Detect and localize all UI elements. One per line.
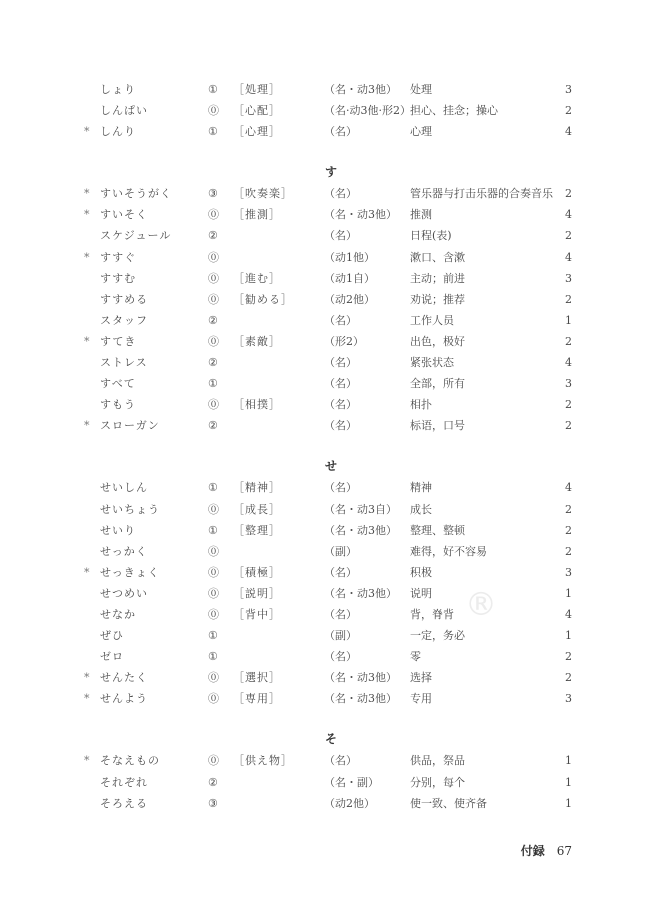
entry-meaning: 零 [410, 650, 421, 664]
entry-accent: ⓪ [208, 271, 219, 285]
entry-reading: せなか [100, 607, 136, 621]
vocab-entry [0, 289, 658, 310]
vocab-entry [0, 268, 658, 289]
entry-pos: （名） [324, 229, 357, 243]
entry-reading: スタッフ [100, 313, 148, 327]
entry-accent: ② [208, 419, 218, 433]
entry-level: 3 [565, 377, 572, 391]
vocab-entry [0, 520, 658, 541]
entry-star: * [84, 692, 90, 706]
entry-reading: せいり [100, 523, 136, 537]
entry-level: 2 [565, 292, 572, 306]
vocab-entry [0, 688, 658, 709]
section-heading: す [325, 165, 338, 180]
entry-reading: せんよう [100, 692, 148, 706]
vocab-entry [0, 247, 658, 268]
section-heading: せ [325, 459, 338, 474]
entry-meaning: 精神 [410, 481, 432, 495]
entry-meaning: 管乐器与打击乐器的合奏音乐 [410, 187, 553, 201]
section-heading: そ [325, 732, 338, 747]
entry-pos: （名・动3他） [324, 586, 397, 600]
entry-reading: すもう [100, 398, 136, 412]
vocab-entry [0, 499, 658, 520]
entry-pos: （名・动3他） [324, 671, 397, 685]
vocab-entry [0, 646, 658, 667]
entry-kanji: ［推測］ [233, 208, 281, 222]
entry-reading: すべて [100, 377, 136, 391]
vocab-entry [0, 667, 658, 688]
entry-star: * [84, 208, 90, 222]
entry-meaning: 出色，极好 [410, 334, 465, 348]
vocab-entry [0, 562, 658, 583]
vocab-section [0, 729, 658, 813]
entry-star: * [84, 419, 90, 433]
entry-pos: （名） [324, 481, 357, 495]
vocab-entry [0, 604, 658, 625]
entry-level: 1 [565, 586, 572, 600]
entry-accent: ① [208, 629, 218, 643]
entry-level: 4 [565, 607, 572, 621]
entry-reading: そなえもの [100, 754, 160, 768]
entry-accent: ① [208, 481, 218, 495]
entry-meaning: 一定，务必 [410, 629, 465, 643]
entry-accent: ⓪ [208, 544, 219, 558]
entry-level: 3 [565, 271, 572, 285]
entry-accent: ⓪ [208, 292, 219, 306]
entry-accent: ⓪ [208, 334, 219, 348]
entry-level: 4 [565, 250, 572, 264]
entry-accent: ③ [208, 796, 218, 810]
entry-meaning: 相扑 [410, 398, 432, 412]
entry-kanji: ［積極］ [233, 565, 281, 579]
entry-level: 4 [565, 125, 572, 139]
entry-meaning: 分别，每个 [410, 775, 465, 789]
entry-meaning: 处理 [410, 83, 432, 96]
entry-meaning: 标语，口号 [410, 419, 465, 433]
entry-reading: しんぱい [100, 104, 148, 118]
entry-pos: （名） [324, 607, 357, 621]
entry-kanji: ［専用］ [233, 692, 281, 706]
entry-pos: （名・动3他） [324, 692, 397, 706]
entry-meaning: 主动；前进 [410, 271, 465, 285]
entry-meaning: 日程(表) [410, 229, 452, 243]
vocab-entry [0, 625, 658, 646]
vocab-entry [0, 121, 658, 142]
entry-level: 2 [565, 502, 572, 516]
entry-reading: ゼロ [100, 650, 124, 664]
entry-pos: （动1他） [324, 250, 375, 264]
entry-accent: ⓪ [208, 586, 219, 600]
entry-reading: しょり [100, 83, 136, 96]
entry-reading: すいそうがく [100, 187, 172, 201]
entry-pos: （名） [324, 565, 357, 579]
entry-pos: （动2他） [324, 292, 375, 306]
vocab-entry [0, 583, 658, 604]
entry-level: 1 [565, 629, 572, 643]
vocab-entry [0, 373, 658, 394]
entry-kanji: ［成長］ [233, 502, 281, 516]
vocab-entry [0, 394, 658, 415]
entry-reading: そろえる [100, 796, 148, 810]
footer-label: 付録 [520, 844, 545, 858]
page-number: 67 [556, 844, 572, 858]
entry-accent: ① [208, 125, 218, 139]
entry-level: 2 [565, 650, 572, 664]
entry-accent: ① [208, 83, 218, 96]
entry-reading: せいちょう [100, 502, 160, 516]
entry-pos: （名・动3他） [324, 83, 397, 96]
entry-pos: （名） [324, 377, 357, 391]
vocab-entry [0, 541, 658, 562]
entry-reading: しんり [100, 125, 136, 139]
vocab-entry [0, 793, 658, 814]
entry-reading: せつめい [100, 586, 148, 600]
entry-pos: （名） [324, 356, 357, 370]
entry-reading: スケジュール [100, 229, 172, 243]
entry-kanji: ［相撲］ [233, 398, 281, 412]
entry-star: * [84, 187, 90, 201]
entry-kanji: ［心配］ [233, 104, 281, 118]
entry-level: 1 [565, 754, 572, 768]
entry-kanji: ［進む］ [233, 271, 281, 285]
entry-meaning: 推测 [410, 208, 432, 222]
vocab-section [0, 456, 658, 709]
entry-reading: すすぐ [100, 250, 137, 264]
entry-level: 2 [565, 334, 572, 348]
entry-meaning: 心理 [410, 125, 432, 139]
entry-pos: （名） [324, 419, 357, 433]
entry-accent: ⓪ [208, 398, 219, 412]
watermark-registered-mark: ® [465, 585, 497, 623]
entry-kanji: ［素敵］ [233, 334, 281, 348]
entry-pos: （名） [324, 754, 357, 768]
entry-pos: （动2他） [324, 796, 375, 810]
entry-accent: ⓪ [208, 692, 219, 706]
entry-pos: （名） [324, 125, 357, 139]
entry-meaning: 背，脊背 [410, 607, 454, 621]
entry-pos: （名） [324, 187, 357, 201]
entry-kanji: ［説明］ [233, 586, 281, 600]
vocab-entry [0, 772, 658, 793]
entry-accent: ⓪ [208, 754, 219, 768]
entry-pos: （副） [324, 629, 357, 643]
entry-kanji: ［吹奏楽］ [233, 187, 293, 201]
entry-reading: スローガン [100, 419, 160, 433]
entry-accent: ① [208, 523, 218, 537]
entry-meaning: 担心、挂念；操心 [410, 104, 498, 118]
entry-kanji: ［背中］ [233, 607, 281, 621]
vocab-entry [0, 100, 658, 121]
entry-pos: （名・动3他） [324, 523, 397, 537]
entry-star: * [84, 125, 90, 139]
entry-reading: せいしん [100, 481, 148, 495]
vocab-entry [0, 79, 658, 100]
entry-star: * [84, 334, 90, 348]
entry-accent: ② [208, 356, 218, 370]
entry-reading: すてき [100, 334, 137, 348]
entry-level: 3 [565, 565, 572, 579]
entry-level: 1 [565, 775, 572, 789]
entry-reading: せんたく [100, 671, 148, 685]
entry-level: 2 [565, 187, 572, 201]
vocabulary-list [0, 79, 658, 814]
entry-accent: ② [208, 313, 218, 327]
vocab-entry [0, 225, 658, 246]
entry-level: 3 [565, 692, 572, 706]
entry-level: 2 [565, 398, 572, 412]
entry-kanji: ［供え物］ [233, 754, 293, 768]
entry-accent: ① [208, 377, 218, 391]
vocab-entry [0, 415, 658, 436]
entry-pos: （名） [324, 313, 357, 327]
entry-level: 3 [565, 83, 572, 96]
entry-pos: （名·动3他·形2） [324, 104, 411, 118]
entry-accent: ② [208, 229, 218, 243]
entry-level: 1 [565, 796, 572, 810]
entry-accent: ① [208, 650, 218, 664]
entry-pos: （名・副） [324, 775, 379, 789]
vocab-entry [0, 310, 658, 331]
entry-reading: せっきょく [100, 565, 160, 579]
entry-kanji: ［心理］ [233, 125, 281, 139]
entry-meaning: 全部，所有 [410, 377, 465, 391]
entry-pos: （形2） [324, 334, 364, 348]
entry-meaning: 选择 [410, 671, 432, 685]
entry-accent: ⓪ [208, 565, 219, 579]
entry-accent: ⓪ [208, 104, 219, 118]
vocab-entry [0, 477, 658, 498]
entry-level: 2 [565, 419, 572, 433]
entry-accent: ⓪ [208, 250, 219, 264]
entry-meaning: 劝说；推荐 [410, 292, 465, 306]
entry-reading: すいそく [100, 208, 148, 222]
entry-kanji: ［整理］ [233, 523, 281, 537]
entry-star: * [84, 754, 90, 768]
entry-reading: ストレス [100, 356, 148, 370]
page-footer [521, 842, 572, 859]
entry-kanji: ［精神］ [233, 481, 281, 495]
vocab-entry [0, 183, 658, 204]
entry-meaning: 难得，好不容易 [410, 544, 487, 558]
entry-level: 2 [565, 671, 572, 685]
entry-pos: （名） [324, 650, 357, 664]
entry-reading: ぜひ [100, 629, 124, 643]
entry-meaning: 说明 [410, 586, 432, 600]
entry-level: 4 [565, 356, 572, 370]
vocab-entry [0, 331, 658, 352]
entry-meaning: 积极 [410, 565, 432, 579]
vocab-entry [0, 352, 658, 373]
entry-meaning: 成长 [410, 502, 432, 516]
entry-reading: すすむ [100, 271, 137, 285]
vocab-entry [0, 204, 658, 225]
entry-level: 2 [565, 544, 572, 558]
entry-level: 2 [565, 229, 572, 243]
entry-meaning: 供品，祭品 [410, 754, 465, 768]
entry-pos: （名・动3他） [324, 208, 397, 222]
vocab-entry [0, 750, 658, 771]
entry-pos: （名・动3自） [324, 502, 397, 516]
entry-reading: せっかく [100, 544, 148, 558]
entry-meaning: 整理、整顿 [410, 523, 465, 537]
entry-kanji: ［勧める］ [233, 292, 293, 306]
entry-meaning: 工作人员 [410, 313, 454, 327]
entry-reading: それぞれ [100, 775, 148, 789]
entry-level: 2 [565, 523, 572, 537]
entry-star: * [84, 250, 90, 264]
entry-reading: すすめる [100, 292, 149, 306]
vocab-section [0, 162, 658, 436]
entry-accent: ⓪ [208, 671, 219, 685]
entry-pos: （名） [324, 398, 357, 412]
entry-level: 1 [565, 313, 572, 327]
entry-level: 4 [565, 208, 572, 222]
entry-level: 2 [565, 104, 572, 118]
entry-accent: ② [208, 775, 218, 789]
entry-meaning: 专用 [410, 692, 432, 706]
entry-accent: ⓪ [208, 607, 219, 621]
entry-pos: （动1自） [324, 271, 375, 285]
entry-accent: ⓪ [208, 208, 219, 222]
entry-meaning: 使一致、使齐备 [410, 796, 487, 810]
entry-pos: （副） [324, 544, 357, 558]
entry-kanji: ［処理］ [233, 83, 281, 96]
vocab-section [0, 79, 658, 142]
entry-kanji: ［選択］ [233, 671, 281, 685]
entry-level: 4 [565, 481, 572, 495]
entry-meaning: 漱口、含漱 [410, 250, 465, 264]
entry-accent: ⓪ [208, 502, 219, 516]
entry-meaning: 紧张状态 [410, 356, 454, 370]
entry-accent: ③ [208, 187, 218, 201]
entry-star: * [84, 671, 90, 685]
entry-star: * [84, 565, 90, 579]
